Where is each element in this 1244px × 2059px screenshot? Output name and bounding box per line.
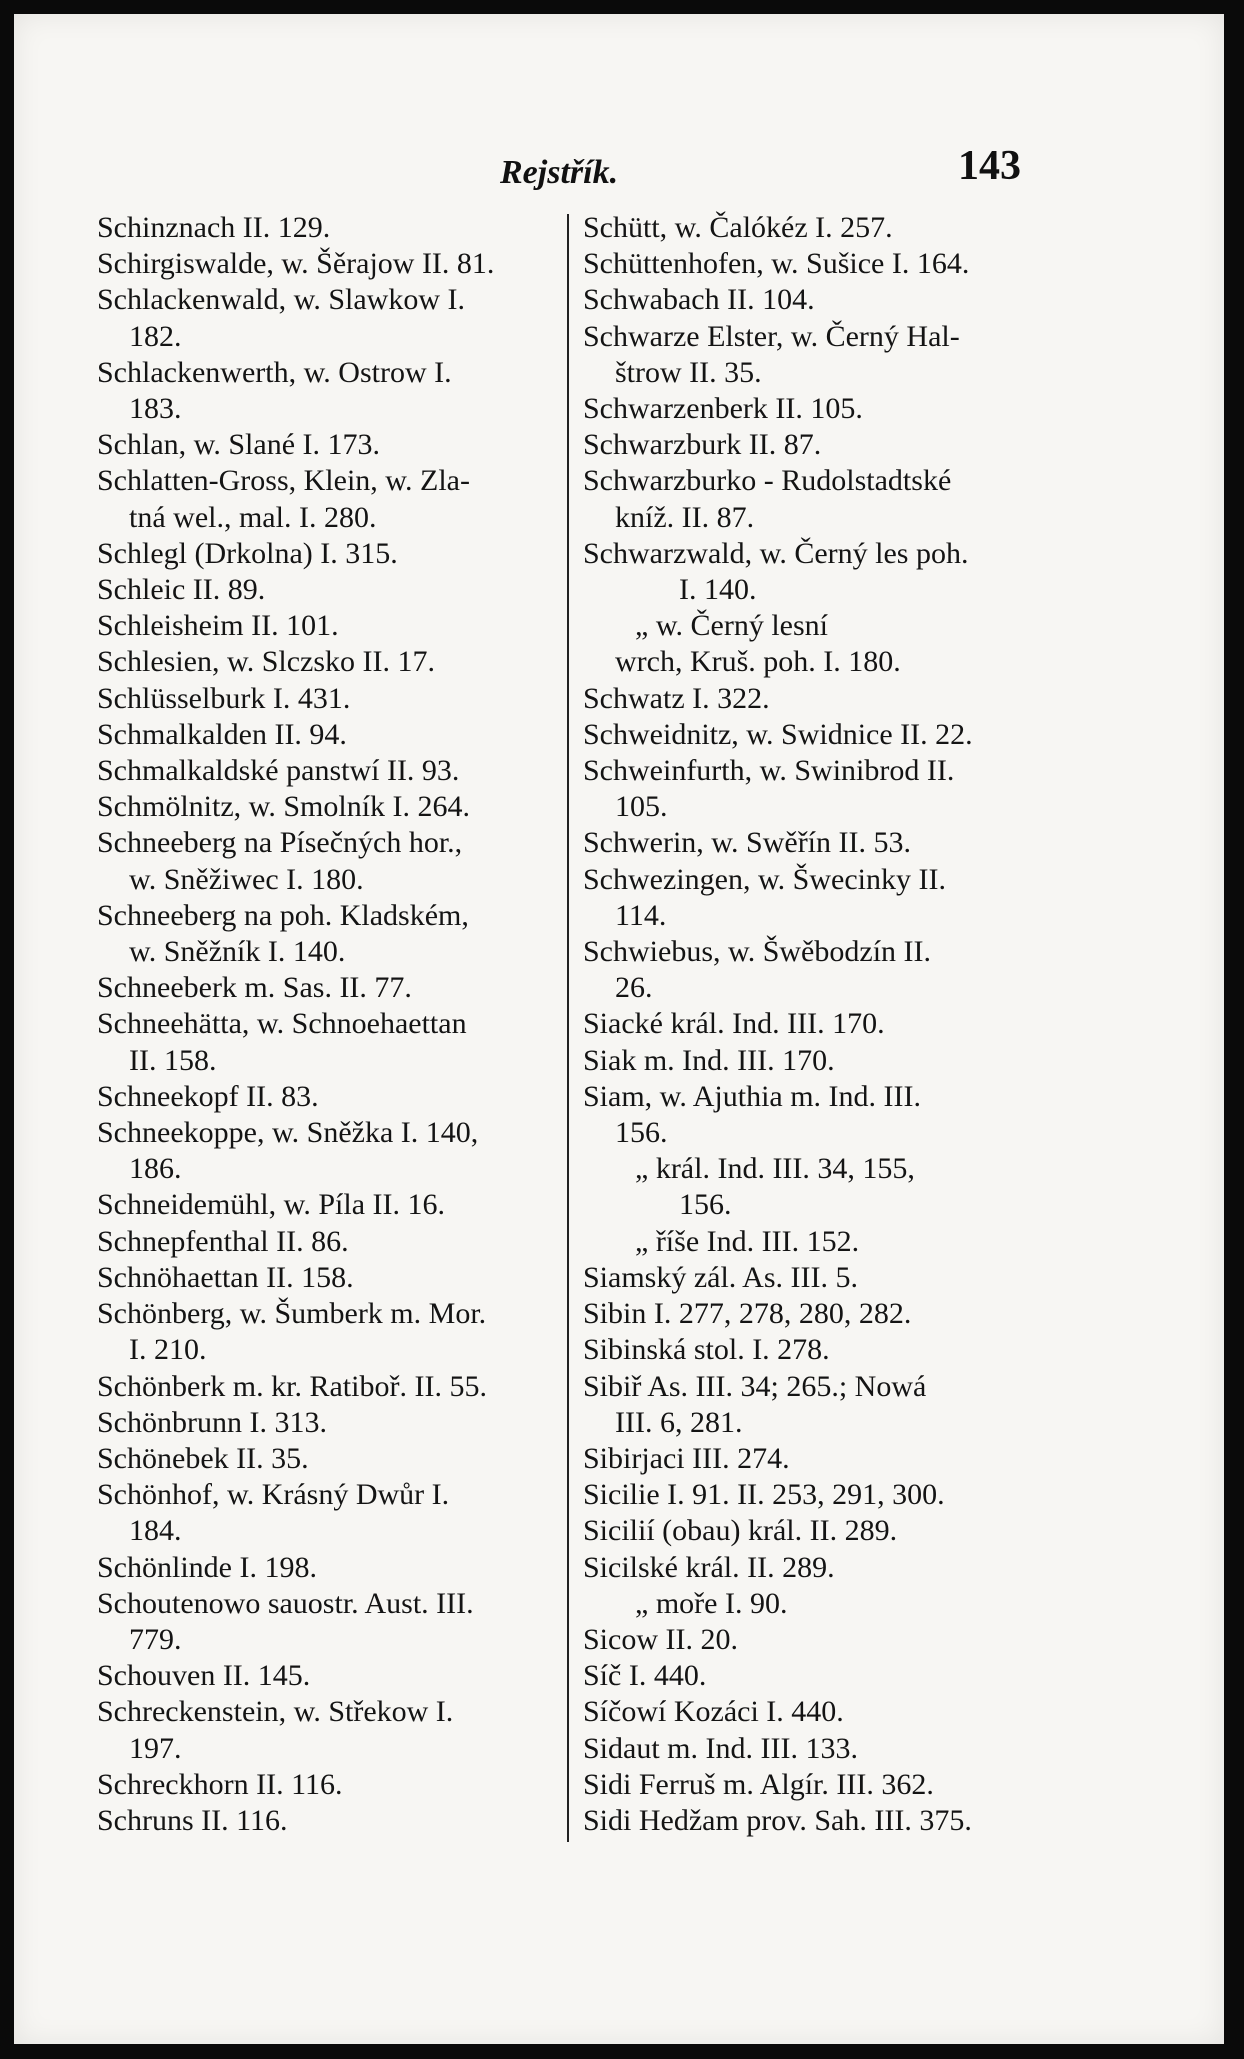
index-entry [583, 1694, 1053, 1730]
index-entry-line: 184. [129, 1514, 182, 1548]
index-entry [97, 1405, 557, 1441]
index-entry [583, 210, 1053, 246]
index-entry [583, 1224, 1053, 1260]
page-number: 143 [958, 143, 1021, 189]
index-entry-line: 779. [129, 1622, 182, 1656]
index-entry [97, 717, 557, 753]
index-entry-line: „ w. Černý lesní [635, 609, 829, 643]
index-entry-line: Schönebek II. 35. [97, 1441, 309, 1475]
index-entry [583, 1369, 1053, 1441]
index-entry-line: Schlan, w. Slané I. 173. [97, 428, 381, 462]
index-entry [97, 572, 557, 608]
index-entry [97, 1586, 557, 1658]
index-column-left [97, 210, 557, 1839]
index-entry-line: Sicow II. 20. [583, 1622, 738, 1656]
index-entry [583, 1043, 1053, 1079]
index-entry [583, 1767, 1053, 1803]
index-entry [583, 934, 1053, 1006]
index-entry-line: Schönberk m. kr. Ratiboř. II. 55. [97, 1369, 487, 1403]
index-entry-line: Sidaut m. Ind. III. 133. [583, 1731, 858, 1765]
index-entry-line: Schwatz I. 322. [583, 681, 770, 715]
index-entry-line: wrch, Kruš. poh. I. 180. [615, 645, 901, 679]
index-entry [583, 391, 1053, 427]
index-entry [583, 282, 1053, 318]
index-entry [583, 681, 1053, 717]
index-entry [583, 246, 1053, 282]
index-entry-line: Sibirjaci III. 274. [583, 1441, 790, 1475]
index-entry-line: Síč I. 440. [583, 1659, 707, 1693]
index-entry [97, 1550, 557, 1586]
index-entry-line: kníž. II. 87. [615, 500, 755, 534]
index-entry-line: Schüttenhofen, w. Sušice I. 164. [583, 247, 970, 281]
index-entry-line: Sibinská stol. I. 278. [583, 1333, 830, 1367]
index-entry-line: Schleic II. 89. [97, 573, 266, 607]
index-entry-line: Schneehätta, w. Schnoehaettan [97, 1007, 467, 1041]
index-entry-line: Schwarzenberk II. 105. [583, 392, 863, 426]
index-entry-line: Schmölnitz, w. Smolník I. 264. [97, 790, 471, 824]
index-entry-line: I. 210. [129, 1333, 207, 1367]
index-entry [583, 1803, 1053, 1839]
index-entry-line: 26. [615, 971, 653, 1005]
index-entry-line: I. 140. [679, 573, 757, 607]
index-entry [97, 753, 557, 789]
index-entry [97, 536, 557, 572]
index-entry [97, 789, 557, 825]
index-entry-line: 183. [129, 392, 182, 426]
index-entry-line: Schwarzburko - Rudolstadtské [583, 464, 952, 498]
index-entry [97, 1369, 557, 1405]
index-entry-line: Siak m. Ind. III. 170. [583, 1043, 835, 1077]
index-entry-line: Schlesien, w. Slczsko II. 17. [97, 645, 435, 679]
index-column-right [583, 210, 1053, 1839]
index-entry [583, 1332, 1053, 1368]
index-entry-line: Schwarze Elster, w. Černý Hal- [583, 319, 960, 353]
index-entry-line: 197. [129, 1731, 182, 1765]
index-entry-line: II. 158. [129, 1043, 217, 1077]
index-entry [97, 825, 557, 897]
index-entry-line: Sidi Ferruš m. Algír. III. 362. [583, 1767, 934, 1801]
index-entry-line: III. 6, 281. [615, 1405, 743, 1439]
index-entry-line: Schneeberg na poh. Kladském, [97, 898, 469, 932]
index-entry-line: Schwarzburk II. 87. [583, 428, 822, 462]
index-entry-line: Schneidemühl, w. Píla II. 16. [97, 1188, 446, 1222]
index-entry [97, 1658, 557, 1694]
index-entry-line: Sicilské král. II. 289. [583, 1550, 835, 1584]
index-entry [97, 1079, 557, 1115]
index-entry-line: tná wel., mal. I. 280. [129, 500, 377, 534]
index-entry-line: 105. [615, 790, 668, 824]
index-entry-line: Schoutenowo sauostr. Aust. III. [97, 1586, 474, 1620]
index-entry-line: „ moře I. 90. [635, 1586, 788, 1620]
index-entry [583, 608, 1053, 680]
index-entry [97, 1224, 557, 1260]
index-entry [583, 427, 1053, 463]
index-entry [97, 355, 557, 427]
index-entry [583, 1513, 1053, 1549]
index-entry [583, 1586, 1053, 1622]
index-entry [583, 1441, 1053, 1477]
index-entry [97, 1803, 557, 1839]
index-entry-line: „ říše Ind. III. 152. [635, 1224, 860, 1258]
index-entry-line: Schreckenstein, w. Střekow I. [97, 1695, 454, 1729]
index-entry-line: Sibin I. 277, 278, 280, 282. [583, 1297, 912, 1331]
index-entry [97, 427, 557, 463]
index-entry-line: Schirgiswalde, w. Šěrajow II. 81. [97, 247, 495, 281]
index-entry [583, 1260, 1053, 1296]
index-entry [97, 1694, 557, 1766]
book-page [14, 14, 1224, 2044]
index-entry [97, 1260, 557, 1296]
index-entry-line: Schwiebus, w. Šwěbodzín II. [583, 935, 932, 969]
index-entry-line: Schlegl (Drkolna) I. 315. [97, 536, 398, 570]
index-entry-line: 186. [129, 1152, 182, 1186]
index-entry-line: Schnepfenthal II. 86. [97, 1224, 349, 1258]
index-entry-line: Schnöhaettan II. 158. [97, 1260, 354, 1294]
index-entry [583, 536, 1053, 608]
index-entry-line: Siacké král. Ind. III. 170. [583, 1007, 885, 1041]
index-entry-line: Schönhof, w. Krásný Dwůr I. [97, 1478, 450, 1512]
page-header [14, 142, 1224, 202]
index-entry-line: Schwerin, w. Swěřín II. 53. [583, 826, 911, 860]
index-entry [583, 1477, 1053, 1513]
index-entry-line: w. Sněžník I. 140. [129, 935, 346, 969]
index-entry [97, 1441, 557, 1477]
index-entry-line: Schinznach II. 129. [97, 211, 331, 244]
index-entry-line: Schlüsselburk I. 431. [97, 681, 351, 715]
index-entry-line: Síčowí Kozáci I. 440. [583, 1695, 844, 1729]
index-entry-line: Schönberg, w. Šumberk m. Mor. [97, 1297, 487, 1331]
index-entry-line: Schütt, w. Čalókéz I. 257. [583, 211, 893, 244]
index-entry [583, 825, 1053, 861]
index-entry-line: Schleisheim II. 101. [97, 609, 339, 643]
index-entry [97, 1477, 557, 1549]
index-entry [583, 717, 1053, 753]
index-entry-line: 114. [615, 898, 667, 932]
index-entry-line: Schlackenwald, w. Slawkow I. [97, 283, 465, 317]
index-entry [583, 1658, 1053, 1694]
index-entry-line: Schneekopf II. 83. [97, 1079, 319, 1113]
index-entry-line: Sicilií (obau) král. II. 289. [583, 1514, 898, 1548]
index-entry [97, 1115, 557, 1187]
index-entry-line: Schruns II. 116. [97, 1803, 288, 1837]
index-entry [583, 753, 1053, 825]
index-entry-line: Schönlinde I. 198. [97, 1550, 317, 1584]
index-entry [97, 1767, 557, 1803]
index-entry-line: Sibiř As. III. 34; 265.; Nowá [583, 1369, 927, 1403]
index-entry [97, 463, 557, 535]
index-entry [97, 608, 557, 644]
index-entry-line: Schwezingen, w. Šwecinky II. [583, 862, 946, 896]
index-entry-line: Siam, w. Ajuthia m. Ind. III. [583, 1079, 922, 1113]
index-entry-line: Schwabach II. 104. [583, 283, 815, 317]
index-entry [97, 282, 557, 354]
index-entry-line: Schlackenwerth, w. Ostrow I. [97, 355, 452, 389]
index-entry [97, 970, 557, 1006]
index-entry [97, 210, 557, 246]
index-entry-line: štrow II. 35. [615, 355, 762, 389]
running-head: Rejstřík. [500, 154, 619, 191]
index-entry [97, 644, 557, 680]
index-entry [583, 319, 1053, 391]
index-entry [97, 1187, 557, 1223]
index-entry [97, 1006, 557, 1078]
index-entry-line: w. Sněžiwec I. 180. [129, 862, 364, 896]
index-entry [583, 1731, 1053, 1767]
index-entry [583, 1079, 1053, 1151]
index-entry-line: Schweinfurth, w. Swinibrod II. [583, 754, 955, 788]
index-entry-line: Schlatten-Gross, Klein, w. Zla- [97, 464, 470, 498]
index-entry-line: 156. [615, 1116, 668, 1150]
index-entry [97, 898, 557, 970]
index-entry-line: Schwarzwald, w. Černý les poh. [583, 536, 969, 570]
index-entry [583, 1151, 1053, 1223]
index-entry [583, 862, 1053, 934]
index-entry-line: Schouven II. 145. [97, 1659, 311, 1693]
index-entry [97, 1296, 557, 1368]
index-entry-line: Siamský zál. As. III. 5. [583, 1260, 858, 1294]
index-entry-line: Schmalkaldské panstwí II. 93. [97, 754, 460, 788]
index-entry [583, 1622, 1053, 1658]
index-entry [97, 681, 557, 717]
index-entry-line: Schneeberg na Písečných hor., [97, 826, 463, 860]
index-entry-line: Schneekoppe, w. Sněžka I. 140, [97, 1116, 479, 1150]
index-entry-line: Schönbrunn I. 313. [97, 1405, 327, 1439]
index-entry-line: 182. [129, 319, 182, 353]
index-entry [583, 463, 1053, 535]
column-divider [567, 214, 569, 1842]
index-entry [583, 1296, 1053, 1332]
index-entry-line: Sidi Hedžam prov. Sah. III. 375. [583, 1803, 972, 1837]
index-entry-line: Sicilie I. 91. II. 253, 291, 300. [583, 1478, 945, 1512]
index-entry-line: Schreckhorn II. 116. [97, 1767, 343, 1801]
index-entry-line: „ král. Ind. III. 34, 155, [635, 1152, 915, 1186]
index-entry-line: Schweidnitz, w. Swidnice II. 22. [583, 717, 973, 751]
index-entry [583, 1550, 1053, 1586]
index-entry-line: 156. [679, 1188, 732, 1222]
index-entry-line: Schmalkalden II. 94. [97, 717, 347, 751]
index-entry-line: Schneeberk m. Sas. II. 77. [97, 971, 412, 1005]
index-entry [97, 246, 557, 282]
index-entry [583, 1006, 1053, 1042]
